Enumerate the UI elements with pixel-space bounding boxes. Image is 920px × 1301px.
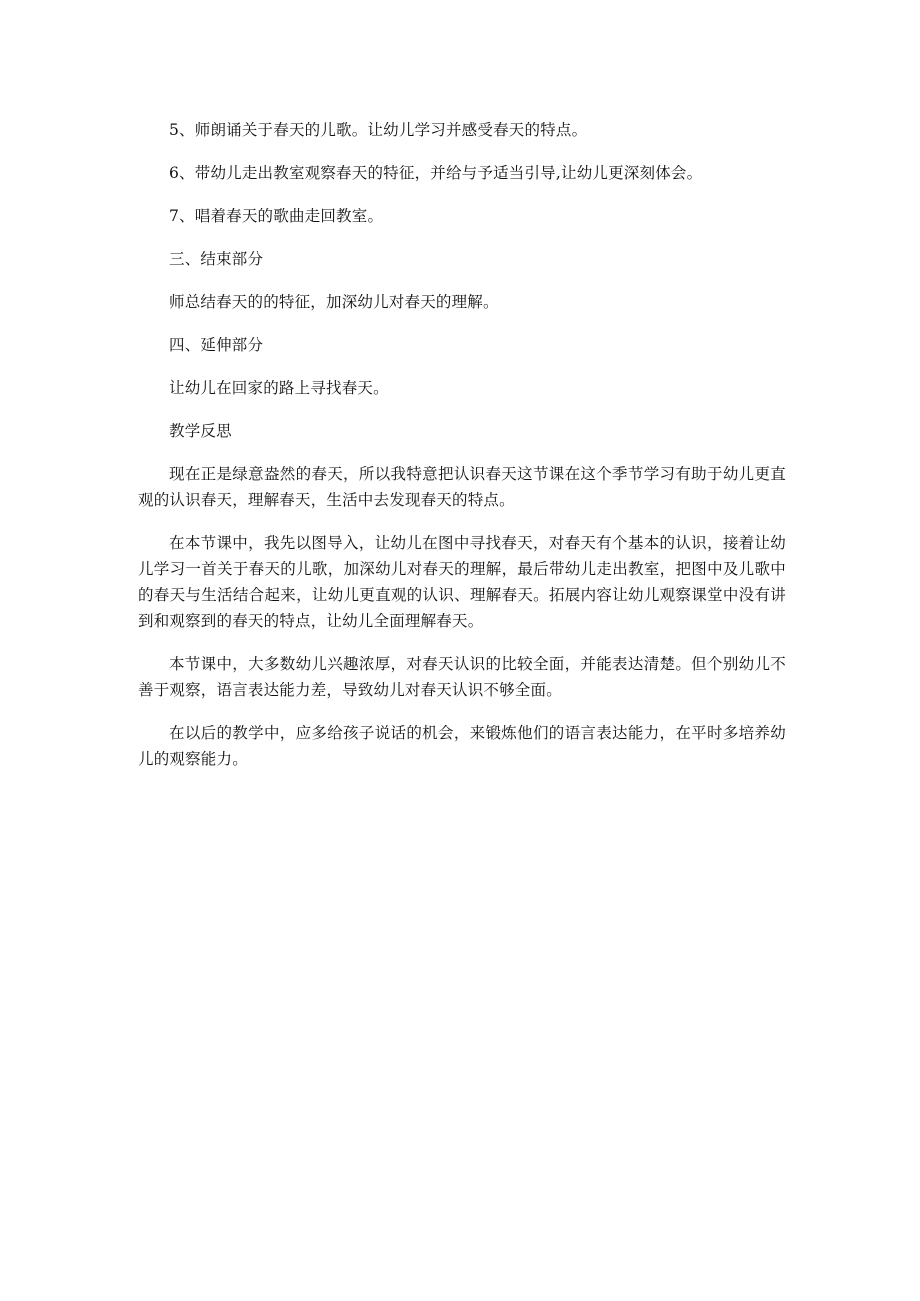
step-5-paragraph: 5、师朗诵关于春天的儿歌。让幼儿学习并感受春天的特点。 <box>169 121 588 139</box>
document-body <box>138 117 786 789</box>
reflection-paragraph-3: 本节课中，大多数幼儿兴趣浓厚，对春天认识的比较全面，并能表达清楚。但个别幼儿不善于观察，语言表达能力差，导致幼儿对春天认识不够全面。 <box>138 655 786 699</box>
reflection-paragraph-1: 现在正是绿意盎然的春天，所以我特意把认识春天这节课在这个季节学习有助于幼儿更直观的认识春天，理解春天，生活中去发现春天的特点。 <box>138 465 786 509</box>
extension-paragraph: 让幼儿在回家的路上寻找春天。 <box>169 379 389 397</box>
section-heading-reflection: 教学反思 <box>169 422 232 440</box>
reflection-paragraph-2: 在本节课中，我先以图导入，让幼儿在图中寻找春天，对春天有个基本的认识，接着让幼儿学习一首关于春天的儿歌，加深幼儿对春天的理解，最后带幼儿走出教室，把图中及儿歌中的春天与生活结合起来，让幼儿更直观的认识、理解春天。拓展内容让幼儿观察课堂中没有讲到和观察到的春天的特点，让幼儿全面理解春天。 <box>138 534 786 630</box>
ending-paragraph: 师总结春天的的特征，加深幼儿对春天的理解。 <box>169 293 499 311</box>
section-heading-extension: 四、延伸部分 <box>169 336 264 354</box>
step-7-paragraph: 7、唱着春天的歌曲走回教室。 <box>169 207 384 225</box>
step-6-paragraph: 6、带幼儿走出教室观察春天的特征，并给与予适当引导,让幼儿更深刻体会。 <box>169 164 703 182</box>
section-heading-ending: 三、结束部分 <box>169 250 264 268</box>
reflection-paragraph-4: 在以后的教学中，应多给孩子说话的机会，来锻炼他们的语言表达能力，在平时多培养幼儿的观察能力。 <box>138 724 786 768</box>
